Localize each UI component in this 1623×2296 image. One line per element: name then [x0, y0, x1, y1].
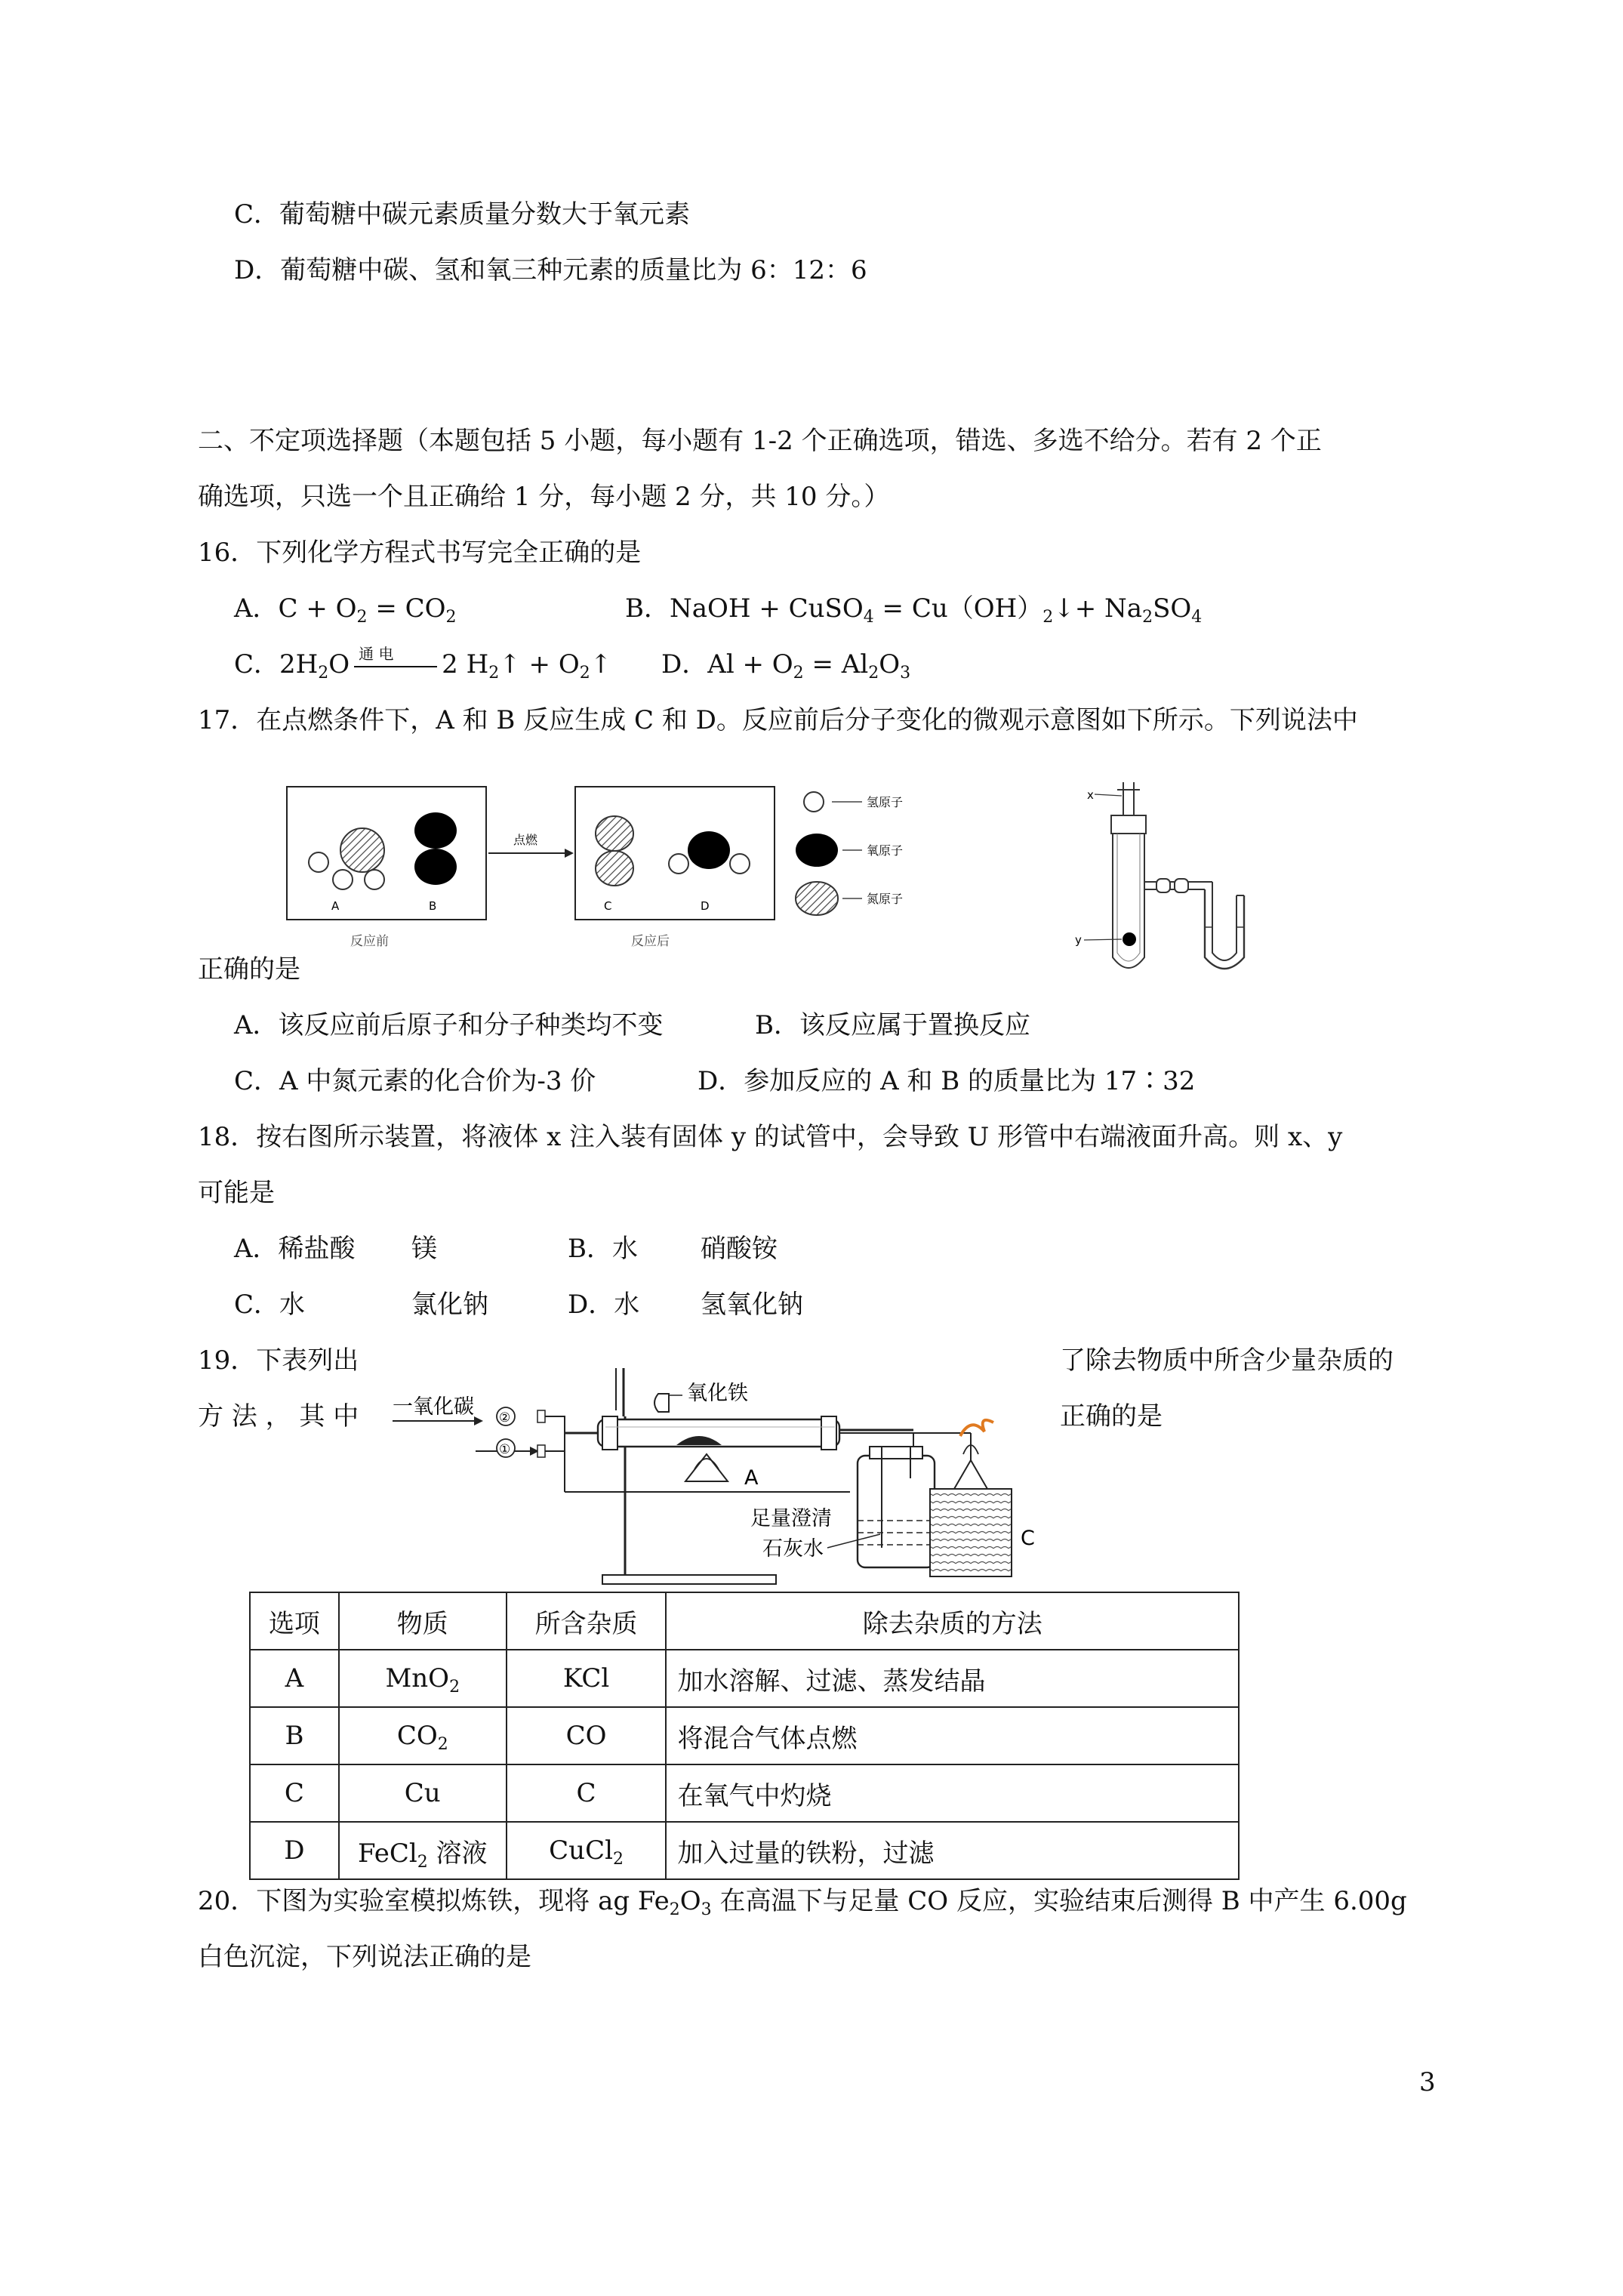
- q16-option-c: C．$2H_2O$ 通 电 2 $H_2↑$ + $O_2↑$: [234, 645, 612, 683]
- q19-stem-part3: 方 法 ， 其 中: [198, 1401, 359, 1432]
- valve-1-label: ①: [499, 1442, 511, 1457]
- impurity-cell: CO: [507, 1707, 667, 1764]
- valve-2-label: ②: [499, 1410, 511, 1425]
- q20-stem: 20．下图为实验室模拟炼铁，现将 ag $Fe_2O_3$ 在高温下与足量 CO 反应，实验结束后测得 B 中产生 6.00g: [198, 1886, 1407, 1919]
- option-cell: B: [250, 1707, 339, 1764]
- substance-cell: $CO_2$: [339, 1707, 507, 1764]
- q17-option-a: A．该反应前后原子和分子种类均不变: [234, 1010, 664, 1040]
- impurity-cell: C: [507, 1764, 667, 1822]
- hydrogen-atom: [309, 852, 328, 872]
- before-label: 反应前: [350, 934, 389, 949]
- legend-hydrogen-icon: [804, 792, 824, 812]
- legend-oxygen: 氧原子: [867, 843, 904, 858]
- arrow-head-icon: [565, 849, 574, 858]
- option-cell: D: [250, 1822, 339, 1879]
- option-cell: A: [250, 1650, 339, 1707]
- iron-smelting-apparatus: [390, 1364, 1054, 1593]
- method-cell: 加入过量的铁粉，过滤: [666, 1822, 1239, 1879]
- q20-stem-end: 白色沉淀，下列说法正确的是: [198, 1942, 531, 1972]
- reaction-diagram-svg: [281, 778, 990, 959]
- u-tube-apparatus: [1064, 778, 1268, 985]
- substance-cell: MnO$_2$: [339, 1650, 507, 1707]
- legend-hydrogen: 氢原子: [867, 795, 904, 809]
- page-number: 3: [1419, 2067, 1436, 2097]
- molecule-label-b: B: [429, 899, 437, 913]
- method-cell: 在氧气中灼烧: [666, 1764, 1239, 1822]
- ignite-label: 点燃: [513, 833, 538, 847]
- hydrogen-atom: [365, 870, 384, 889]
- section-heading-line1: 二、不定项选择题（本题包括 5 小题，每小题有 1-2 个正确选项，错选、多选不给分。若有 2 个正: [198, 426, 1322, 456]
- q17-option-b: B．该反应属于置换反应: [755, 1010, 1030, 1040]
- wood-block: [930, 1489, 1012, 1576]
- nitrogen-atom: [596, 851, 633, 886]
- table-row: [250, 1650, 1239, 1707]
- hydrogen-atom: [730, 854, 750, 874]
- q18-option-a-liquid: A．稀盐酸: [234, 1234, 356, 1264]
- section-heading-line2: 确选项，只选一个且正确给 1 分，每小题 2 分，共 10 分。）: [198, 482, 890, 512]
- method-cell: 将混合气体点燃: [666, 1707, 1239, 1764]
- inlet-arrow-icon: [474, 1416, 483, 1425]
- u-tube-svg: [1064, 778, 1268, 982]
- bottle-b: [858, 1456, 935, 1567]
- tube-label-a: A: [744, 1466, 759, 1490]
- q19-stem-part2: 了除去物质中所含少量杂质的: [1060, 1345, 1394, 1376]
- limewater-label-1: 足量澄清: [750, 1507, 832, 1530]
- method-cell: 加水溶解、过滤、蒸发结晶: [666, 1650, 1239, 1707]
- impurity-cell: CuCl$_2$: [507, 1822, 667, 1879]
- header-substance: 物质: [339, 1592, 507, 1650]
- q17-option-c: C．A 中氮元素的化合价为-3 价: [234, 1066, 596, 1096]
- q17-option-d: D．参加反应的 A 和 B 的质量比为 17∶32: [698, 1066, 1196, 1096]
- electrolysis-condition: 通 电: [350, 648, 442, 681]
- q16-option-d: D．$Al + O_2 = Al_2O_3$: [661, 649, 911, 683]
- label-x: x: [1087, 788, 1094, 802]
- oxygen-atom: [414, 812, 457, 849]
- q19-stem-part1: 19．下表列出: [198, 1345, 359, 1376]
- header-impurity: 所含杂质: [507, 1592, 667, 1650]
- q18-option-d-liquid: D．水: [568, 1290, 640, 1320]
- q17-stem-end: 正确的是: [198, 954, 300, 985]
- substance-cell: Cu: [339, 1764, 507, 1822]
- reaction-diagram: [281, 778, 990, 962]
- molecule-label-d: D: [701, 899, 710, 913]
- label-y: y: [1075, 933, 1082, 947]
- q16-option-a: A．$C + O_2 = CO_2$: [234, 593, 457, 627]
- legend-oxygen-icon: [796, 834, 838, 867]
- q18-option-c-liquid: C．水: [234, 1290, 306, 1320]
- hydrogen-atom: [333, 870, 353, 889]
- co-label: 一氧化碳: [393, 1395, 474, 1419]
- limewater-label-2: 石灰水: [762, 1537, 824, 1561]
- q18-option-c-solid: 氯化钠: [411, 1290, 488, 1320]
- table-header-row: [250, 1592, 1239, 1650]
- after-label: 反应后: [631, 934, 670, 949]
- oxygen-atom: [414, 849, 457, 885]
- option-cell: C: [250, 1764, 339, 1822]
- burner-label-c: C: [1021, 1527, 1035, 1550]
- q17-stem: 17．在点燃条件下，A 和 B 反应生成 C 和 D。反应前后分子变化的微观示意图如下所示。下列说法中: [198, 705, 1358, 735]
- molecule-label-c: C: [604, 899, 612, 913]
- nitrogen-atom: [596, 816, 633, 851]
- header-option: 选项: [250, 1592, 339, 1650]
- q19-stem-part4: 正确的是: [1060, 1401, 1163, 1432]
- solid-y: [1123, 932, 1136, 946]
- legend-nitrogen: 氮原子: [867, 892, 904, 906]
- substance-cell: FeCl$_2$ 溶液: [339, 1822, 507, 1879]
- molecule-label-a: A: [331, 899, 340, 913]
- q18-option-a-solid: 镁: [411, 1234, 437, 1264]
- legend-nitrogen-icon: [796, 882, 838, 915]
- q15-option-c: C．葡萄糖中碳元素质量分数大于氧元素: [234, 199, 691, 230]
- oxygen-atom: [688, 831, 730, 869]
- table-row: [250, 1764, 1239, 1822]
- impurity-removal-table: [249, 1592, 1240, 1880]
- hydrogen-atom: [669, 854, 688, 874]
- smelting-svg: [390, 1364, 1054, 1590]
- table-row: [250, 1822, 1239, 1879]
- header-method: 除去杂质的方法: [666, 1592, 1239, 1650]
- q18-option-b-liquid: B．水: [568, 1234, 638, 1264]
- iron-oxide-label: 氧化铁: [687, 1382, 748, 1405]
- nitrogen-atom: [340, 828, 384, 872]
- q18-stem: 18．按右图所示装置，将液体 x 注入装有固体 y 的试管中，会导致 U 形管中右端液面升高。则 x、y: [198, 1122, 1343, 1152]
- impurity-cell: KCl: [507, 1650, 667, 1707]
- table-row: [250, 1707, 1239, 1764]
- q16-stem: 16．下列化学方程式书写完全正确的是: [198, 538, 642, 568]
- q18-option-b-solid: 硝酸铵: [701, 1234, 778, 1264]
- q16-option-b: B．NaOH + CuSO$_4$ = $Cu(OH)_2↓+ Na_2SO_4$: [625, 593, 1203, 627]
- q18-option-d-solid: 氢氧化钠: [701, 1290, 803, 1320]
- q15-option-d: D．葡萄糖中碳、氢和氧三种元素的质量比为 6：12：6: [234, 255, 867, 285]
- q18-stem-end: 可能是: [198, 1178, 275, 1208]
